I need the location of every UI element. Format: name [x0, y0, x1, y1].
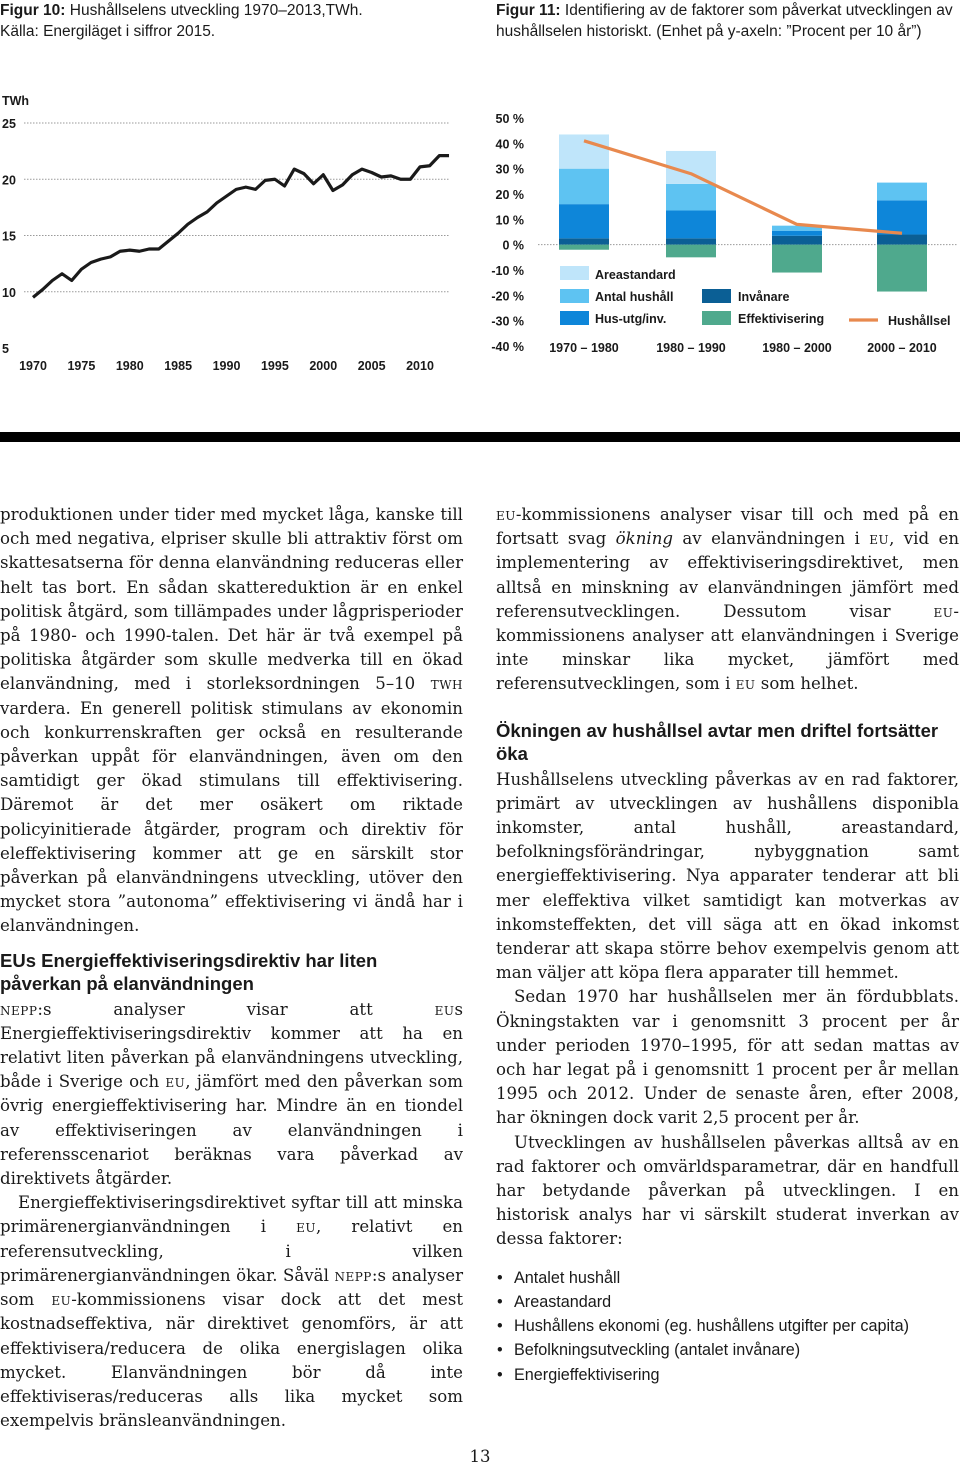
page-number: 13: [469, 1447, 491, 1466]
legend-label-areastandard: Areastandard: [595, 268, 676, 282]
section-divider-rule: [0, 432, 960, 442]
left-paragraph-1: produktionen under tider med mycket låga, kanske till och med negativa, elpriser skulle bli attraktiv först om skattesatserna för denna elanvändning reduceras eller helt tas bort. En sådan skattereduktion är en enkel politisk åtgärd, som tillämpades under lågprisperioder på 1980- och 1990-talen. Det här är två exempel på politiska åtgärder som skulle medverka till en ökad elanvändning, med i storleksordningen 5–10 twh vardera. En generell politisk stimulans av ekonomin och konkurrenskraften ger också en resulterande påverkan uppåt för elanvändningen, även om den samtidigt ger ökad stimulans till effektivisering. Däremot är det mer osäkert om riktade policyinitierade åtgärder, program och direktiv för eleffektivisering kommer att ge en särskilt stor påverkan på elanvändningens utveckling, utöver den mycket stora ”autonoma” effektivisering vi ändå har i elanvändningen.: [0, 505, 463, 936]
chart11-y-tick-label: 40 %: [495, 137, 524, 152]
chart11-x-tick-label: 2000 – 2010: [867, 341, 937, 355]
right-paragraph-1: eu-kommissionens analyser visar till och med på en fortsatt svag ökning av elanvändningen i eu, vid en implementering av effektiviseringsdirektivet, men alltså en minskning av elanvändningen jämfört med referensutvecklingen. Dessutom visar eu-kommissionens analyser att elanvändningen i Sverige inte minskar lika mycket, jämfört med referensutvecklingen, som i eu som helhet.: [496, 505, 960, 694]
legend-label-antal-hushall: Antal hushåll: [595, 290, 674, 304]
chart11-x-tick-label: 1970 – 1980: [549, 341, 619, 355]
chart10-y-axis-title: TWh: [2, 94, 30, 108]
chart11-hushallsel-line: [584, 141, 902, 233]
chart10-series-line: [33, 156, 449, 298]
legend-label-hus-utg: Hus-utg/inv.: [595, 312, 667, 326]
chart11-bar-antal-hushåll: [559, 169, 609, 204]
figure-11-title: Identifiering av de faktorer som påverkat utvecklingen av hushållselen historiskt. (Enhet på y-axeln: ”Procent per 10 år”): [496, 2, 953, 40]
chart11-bar-hus-utg-inv-: [772, 231, 822, 236]
chart10-x-tick-label: 2005: [357, 359, 386, 373]
figure-11-stacked-bar-chart: [486, 100, 960, 368]
chart11-bar-hus-utg-inv-: [877, 200, 927, 234]
list-item: • Antalet hushåll: [496, 1266, 959, 1290]
chart11-y-tick-label: 20 %: [495, 188, 524, 202]
chart11-bar-antal-hushåll: [666, 184, 716, 211]
legend-label-effektivisering: Effektivisering: [738, 312, 825, 326]
chart11-x-tick-label: 1980 – 1990: [656, 341, 726, 355]
figure-10-caption: [0, 0, 440, 42]
chart11-bar-effektivisering: [877, 245, 927, 292]
legend-label-invanare: Invånare: [738, 290, 790, 304]
chart11-y-tick-label: -30 %: [491, 314, 524, 329]
chart10-x-tick-label: 1990: [212, 359, 241, 373]
chart10-y-tick-label: 15: [2, 229, 16, 244]
left-paragraph-2: nepp:s analyser visar att eus Energieffektiviseringsdirektiv kommer att ha en relativt liten påverkan på elanvändningens utveckling, både i Sverige och eu, jämfört med den påverkan som övrig energieffektivisering har. Mindre än en tiondel av effektiviseringen av elanvändningen i referensscenariot beräknas vara påverkad av direktivets åtgärder.: [0, 999, 463, 1189]
right-text-column: [496, 503, 959, 1387]
chart10-x-tick-label: 2010: [406, 359, 434, 373]
chart10-x-tick-label: 1995: [260, 359, 289, 373]
left-text-column: [0, 503, 463, 1433]
chart10-y-ticks: [2, 117, 16, 356]
figure-11-caption: [496, 0, 960, 42]
chart11-bar-invånare: [877, 235, 927, 245]
factor-list: [496, 1266, 959, 1387]
chart11-bar-effektivisering: [559, 245, 609, 250]
legend-label-hushallsel: Hushållsel: [888, 314, 951, 328]
chart10-y-tick-label: 25: [2, 117, 16, 131]
chart11-bar-invånare: [666, 238, 716, 244]
figure-10-title: Hushållselens utveckling 1970–2013,TWh.: [65, 2, 363, 19]
figure-10-line-chart: [0, 88, 450, 383]
figure-10-label: Figur 10:: [0, 2, 66, 19]
chart11-x-ticks: [549, 341, 937, 355]
right-paragraph-4: Utvecklingen av hushållselen påverkas alltså av en rad faktorer och omvärldsparametrar, där en handfull har betydande påverkan på utvecklingen. I en historisk analys har vi särskilt studerat inverkan av dessa faktorer:: [496, 1132, 959, 1249]
list-item: • Energieffektivisering: [496, 1363, 959, 1387]
chart11-bar-areastandard: [559, 134, 609, 168]
chart11-bar-effektivisering: [772, 245, 822, 273]
chart10-x-ticks: [19, 359, 434, 373]
chart10-x-tick-label: 1975: [67, 359, 96, 373]
chart11-y-tick-label: 50 %: [495, 112, 524, 126]
right-paragraph-3: Sedan 1970 har hushållselen mer än fördubblats. Ökningstakten var i genomsnitt 3 procent per år under perioden 1970–1995, för att sedan mattas av och har legat på i genomsnitt 1 procent per år mellan 1995 och 2012. Under de senaste åren, efter 2008, har ökningen dock varit 2,5 procent per år.: [496, 987, 959, 1128]
chart11-x-tick-label: 1980 – 2000: [762, 341, 832, 355]
figure-11-label: Figur 11:: [496, 2, 561, 19]
chart11-y-tick-label: 0 %: [502, 238, 524, 253]
chart10-x-tick-label: 2000: [309, 359, 338, 373]
chart10-x-tick-label: 1970: [19, 359, 47, 373]
left-heading-eu-direktiv: EUs Energieffektiviseringsdirektiv har liten påverkan på elanvändningen: [0, 949, 378, 994]
right-heading-hushallsel: Ökningen av hushållsel avtar men driftel fortsätter öka: [496, 719, 939, 764]
left-paragraph-3: Energieffektiviseringsdirektivet syftar till att minska primärenergianvändningen i eu, relativt en referensutveckling, i vilken primärenergianvändningen ökar. Såväl nepp:s analyser som eu-kommissionens visar dock att det mest kostnadseffektiva, när direktivet genomförs, är att effektivisera/reducera de olika energislagen olika mycket. Elanvändningen bör då inte effektiviseras/reduceras alls lika mycket som exempelvis bränsleanvändningen.: [0, 1193, 464, 1431]
right-paragraph-2: Hushållselens utveckling påverkas av en rad faktorer, primärt av utvecklingen av hushållens disponibla inkomster, antal hushåll, areastandard, befolkningsförändringar, nybyggnation samt energieffektivisering. Nya apparater tenderar att bli mer eleffektiva vilket samtidigt kan motverkas av inkomsteffekten, det vill säga att en ökad inkomst tenderar att skapa större behov exempelvis genom att man väljer att köpa flera apparater till hemmet.: [496, 769, 959, 983]
chart11-y-tick-label: -20 %: [491, 289, 524, 304]
chart11-bar-antal-hushåll: [877, 183, 927, 201]
chart10-y-tick-label: 5: [2, 342, 9, 356]
figure-10-source: Källa: Energiläget i siffror 2015.: [0, 23, 216, 40]
chart11-bar-invånare: [772, 236, 822, 245]
chart11-y-tick-label: 10 %: [495, 213, 524, 228]
legend-swatch-effektivisering: [702, 311, 731, 325]
chart10-y-tick-label: 20: [2, 173, 16, 188]
legend-swatch-areastandard: [560, 266, 589, 280]
chart11-y-ticks: [491, 112, 524, 354]
list-item: • Befolkningsutveckling (antalet invånare): [496, 1338, 959, 1362]
legend-swatch-invanare: [702, 289, 731, 303]
chart11-y-tick-label: 30 %: [495, 162, 524, 177]
chart11-bar-hus-utg-inv-: [559, 204, 609, 238]
chart10-y-tick-label: 10: [2, 285, 16, 300]
chart10-x-tick-label: 1980: [115, 359, 144, 373]
chart11-y-tick-label: -10 %: [491, 264, 524, 278]
chart11-bar-invånare: [559, 238, 609, 244]
chart11-bar-effektivisering: [666, 245, 716, 258]
list-item: • Areastandard: [496, 1290, 959, 1314]
chart11-y-tick-label: -40 %: [491, 340, 524, 354]
chart10-x-tick-label: 1985: [164, 359, 193, 373]
chart11-bar-hus-utg-inv-: [666, 210, 716, 238]
legend-swatch-hus-utg: [560, 311, 589, 325]
legend-swatch-antal-hushall: [560, 289, 589, 303]
list-item: • Hushållens ekonomi (eg. hushållens utgifter per capita): [496, 1314, 959, 1338]
